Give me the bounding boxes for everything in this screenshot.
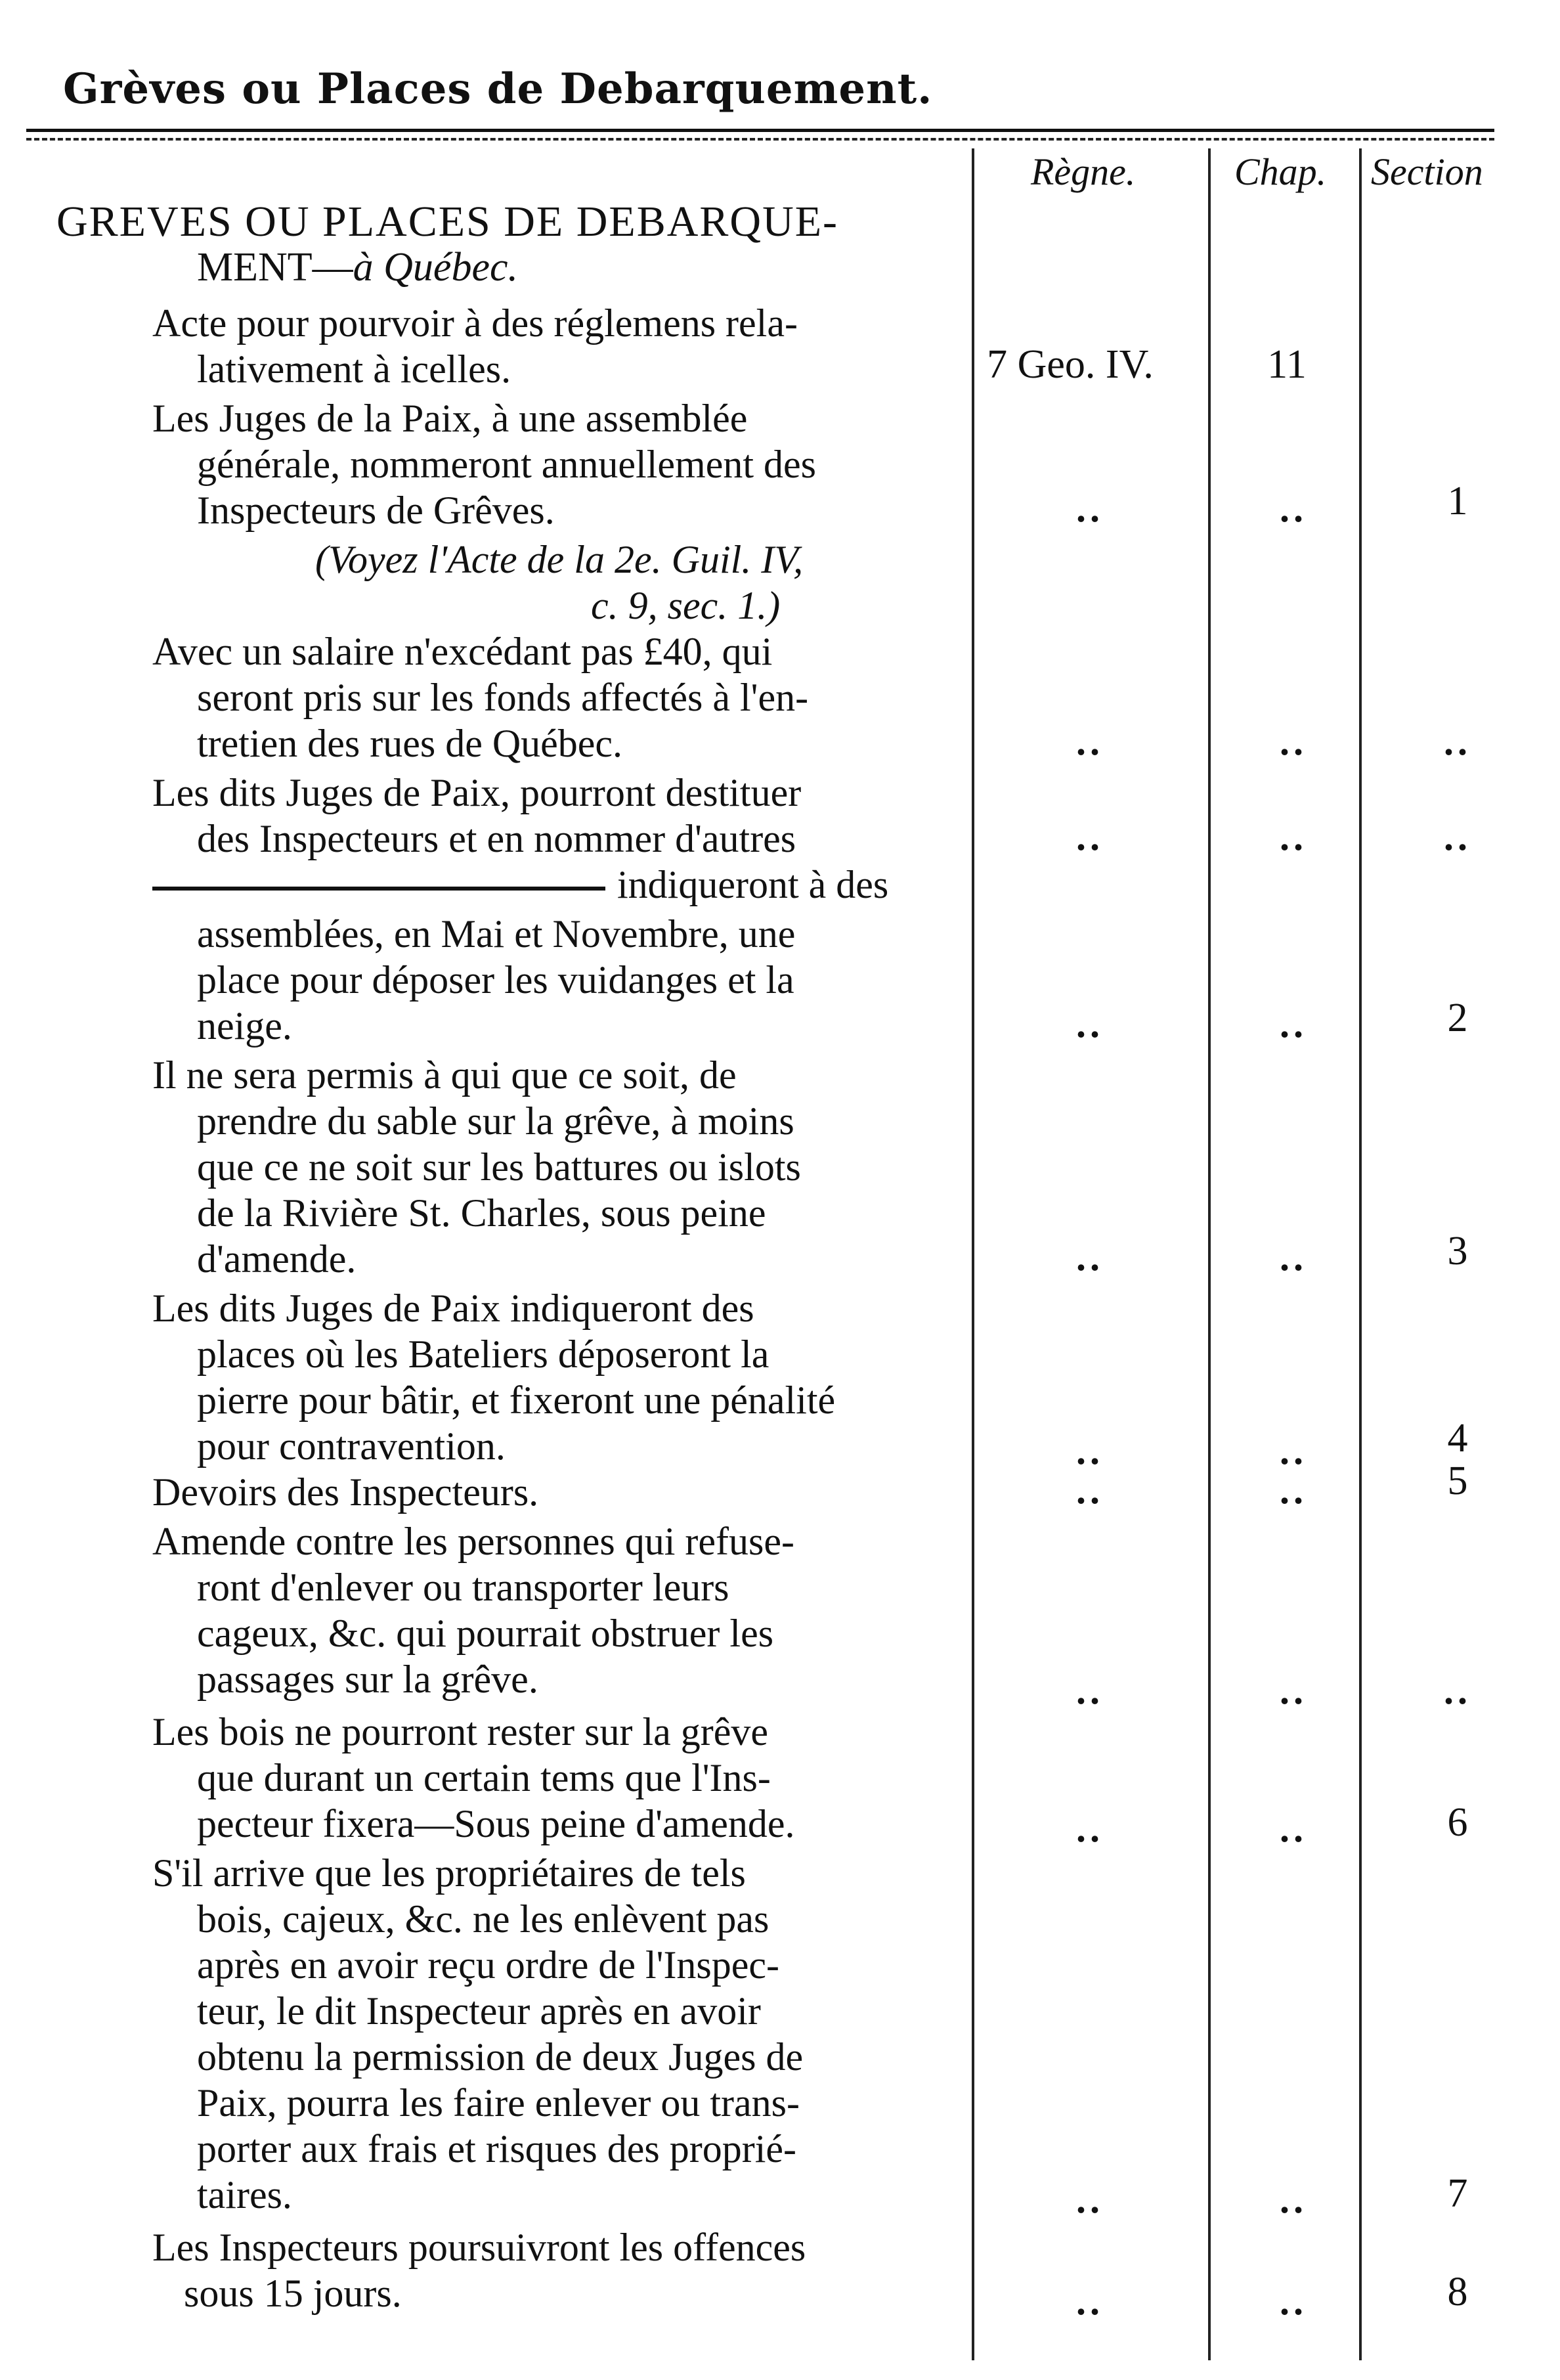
entry-line-with-ditto: [152, 860, 888, 909]
entry-chap: ..: [1280, 1669, 1307, 1712]
column-divider-regne: [972, 148, 974, 2360]
entry-line: place pour déposer les vuidanges et la: [197, 958, 794, 1002]
entry-section: 1: [1447, 479, 1468, 523]
entry-line: c. 9, sec. 1.): [591, 584, 781, 627]
entry-line: pour contravention.: [197, 1424, 506, 1468]
entry-regne: ..: [1076, 815, 1104, 858]
entry-line: Paix, pourra les faire enlever ou trans-: [197, 2081, 800, 2125]
entry-chap: ..: [1280, 2178, 1307, 2221]
column-header-section: Section: [1371, 150, 1483, 193]
entry-section: ..: [1444, 1669, 1471, 1712]
section-subtitle: [197, 244, 518, 291]
entry-section: 8: [1447, 2270, 1468, 2314]
entry-line: lativement à icelles.: [197, 347, 511, 391]
entry-line: Il ne sera permis à qui que ce soit, de: [152, 1053, 737, 1097]
section-title: GREVES OU PLACES DE DEBARQUE-: [56, 198, 839, 246]
entry-regne: ..: [1076, 1429, 1104, 1472]
entry-section: 2: [1447, 996, 1468, 1040]
entry-chap: ..: [1280, 487, 1307, 530]
entry-line: Inspecteurs de Grêves.: [197, 489, 555, 532]
section-subtitle-prefix: MENT—: [197, 245, 353, 290]
entry-line: Avec un salaire n'excédant pas £40, qui: [152, 630, 773, 673]
entry-line: taires.: [197, 2173, 292, 2216]
entry-line: bois, cajeux, &c. ne les enlèvent pas: [197, 1897, 769, 1941]
entry-section: 3: [1447, 1229, 1468, 1273]
entry-regne: ..: [1076, 1807, 1104, 1850]
column-divider-chap: [1208, 148, 1211, 2360]
entry-regne: ..: [1076, 1235, 1104, 1279]
entry-line: après en avoir reçu ordre de l'Inspec-: [197, 1943, 780, 1987]
entry-section: 6: [1447, 1800, 1468, 1845]
entry-line: places où les Bateliers déposeront la: [197, 1333, 769, 1376]
entry-regne: ..: [1076, 1669, 1104, 1712]
entry-chap: ..: [1280, 1468, 1307, 1512]
entry-section: ..: [1444, 720, 1471, 763]
entry-line: ront d'enlever ou transporter leurs: [197, 1566, 729, 1609]
entry-line: obtenu la permission de deux Juges de: [197, 2035, 804, 2079]
ditto-dash: [152, 887, 605, 891]
entry-chap: 11: [1267, 342, 1307, 387]
entry-chap: ..: [1280, 815, 1307, 858]
entry-line: indiqueront à des: [617, 863, 889, 906]
entry-line: Les bois ne pourront rester sur la grêve: [152, 1710, 769, 1753]
entry-line: Les Juges de la Paix, à une assemblée: [152, 397, 748, 440]
entry-line: assemblées, en Mai et Novembre, une: [197, 912, 796, 956]
column-header-regne: Règne.: [1031, 150, 1136, 193]
entry-line: (Voyez l'Acte de la 2e. Guil. IV,: [315, 538, 804, 581]
entry-line: que durant un certain tems que l'Ins-: [197, 1756, 771, 1799]
header-rule-dashed: [26, 138, 1494, 141]
entry-line: passages sur la grêve.: [197, 1658, 538, 1701]
entry-regne: ..: [1076, 2178, 1104, 2221]
entry-section: 4: [1447, 1416, 1468, 1461]
entry-chap: ..: [1280, 1807, 1307, 1850]
entry-chap: ..: [1280, 1002, 1307, 1046]
entry-chap: ..: [1280, 720, 1307, 763]
entry-chap: ..: [1280, 1235, 1307, 1279]
entry-line: de la Rivière St. Charles, sous peine: [197, 1191, 766, 1235]
entry-line: que ce ne soit sur les battures ou islots: [197, 1145, 801, 1189]
entry-line: Les dits Juges de Paix indiqueront des: [152, 1287, 754, 1330]
header-rule: [26, 129, 1494, 132]
entry-section: 7: [1447, 2171, 1468, 2216]
entry-line: S'il arrive que les propriétaires de tels: [152, 1851, 746, 1895]
entry-regne: ..: [1076, 1002, 1104, 1046]
entry-line: prendre du sable sur la grêve, à moins: [197, 1099, 794, 1143]
column-header-chap: Chap.: [1234, 150, 1327, 193]
entry-section: 5: [1447, 1459, 1468, 1503]
entry-section: ..: [1444, 815, 1471, 858]
entry-regne: 7 Geo. IV.: [987, 342, 1154, 387]
entry-line: Les dits Juges de Paix, pourront destituer: [152, 771, 802, 814]
entry-line: des Inspecteurs et en nommer d'autres: [197, 817, 796, 860]
entry-line: cageux, &c. qui pourrait obstruer les: [197, 1612, 774, 1655]
entry-chap: ..: [1280, 2280, 1307, 2323]
entry-regne: ..: [1076, 2280, 1104, 2323]
column-divider-section: [1359, 148, 1362, 2360]
entry-line: pierre pour bâtir, et fixeront une pénalité: [197, 1378, 836, 1422]
entry-chap: ..: [1280, 1429, 1307, 1472]
section-subtitle-place: à Québec.: [353, 245, 518, 290]
entry-regne: ..: [1076, 1468, 1104, 1512]
entry-line: sous 15 jours.: [184, 2272, 402, 2315]
entry-line: générale, nommeront annuellement des: [197, 443, 816, 486]
entry-regne: ..: [1076, 720, 1104, 763]
entry-line: pecteur fixera—Sous peine d'amende.: [197, 1802, 795, 1845]
running-header: Grèves ou Places de Debarquement.: [63, 64, 933, 114]
entry-line: porter aux frais et risques des proprié-: [197, 2127, 797, 2171]
entry-line: teur, le dit Inspecteur après en avoir: [197, 1989, 761, 2033]
entry-line: Devoirs des Inspecteurs.: [152, 1470, 539, 1514]
entry-line: tretien des rues de Québec.: [197, 722, 623, 765]
entry-line: Les Inspecteurs poursuivront les offences: [152, 2226, 806, 2269]
entry-line: Acte pour pourvoir à des réglemens rela-: [152, 301, 798, 345]
entry-line: d'amende.: [197, 1237, 357, 1281]
entry-regne: ..: [1076, 487, 1104, 530]
entry-line: seront pris sur les fonds affectés à l'en-: [197, 676, 809, 719]
entry-line: neige.: [197, 1004, 292, 1047]
entry-line: Amende contre les personnes qui refuse-: [152, 1520, 794, 1563]
